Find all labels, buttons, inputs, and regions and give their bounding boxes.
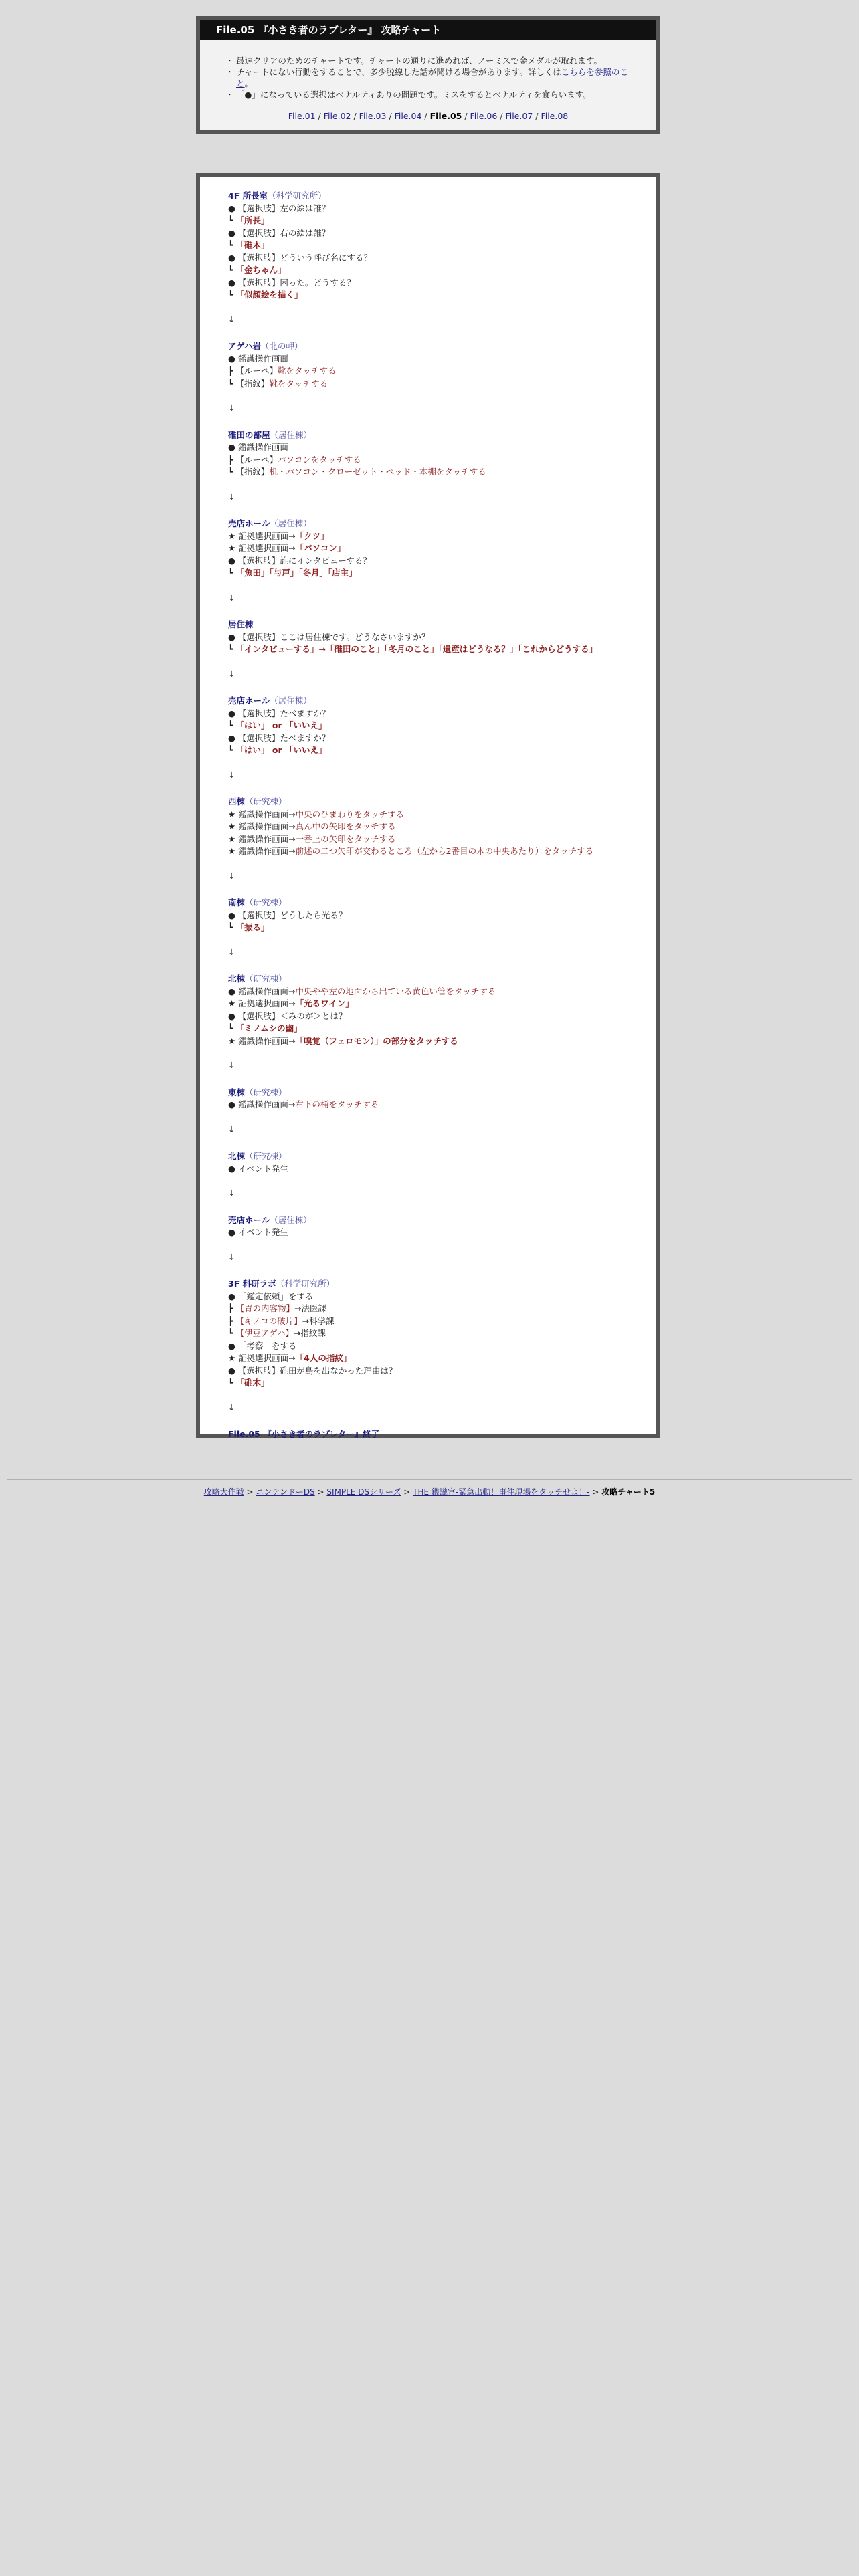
down-arrow-icon: ↓ <box>228 1402 235 1412</box>
breadcrumb-link[interactable]: 攻略大作戦 <box>203 1487 244 1497</box>
breadcrumb-current: 攻略チャート5 <box>601 1487 656 1497</box>
section-title: 碓田の部屋（居住棟） <box>228 429 312 440</box>
breadcrumb-separator: > <box>401 1487 413 1497</box>
chart-step: ★ 鑑識操作画面→中央のひまわりをタッチする <box>228 809 405 819</box>
chart-step: ● 【選択肢】困った。どうする？ <box>228 277 355 288</box>
down-arrow-icon: ↓ <box>228 1188 235 1198</box>
down-arrow-icon: ↓ <box>228 1123 235 1134</box>
section-title: 売店ホール（居住棟） <box>228 695 312 706</box>
file-separator: / <box>533 111 541 121</box>
file-separator: / <box>462 111 470 121</box>
chart-step: ┗ 「碓木」 <box>228 1378 270 1388</box>
chart-step: ┗ 「似顔絵を描く」 <box>228 290 303 300</box>
chart-section <box>228 973 656 1047</box>
chart-step: ★ 鑑識操作画面→前述の二つ矢印が交わるところ（左から2番目の木の中央あたり）をタッチする <box>228 846 594 856</box>
section-title: 南棟（研究棟） <box>228 897 287 907</box>
chart-step: ★ 鑑識操作画面→一番上の矢印をタッチする <box>228 833 396 844</box>
down-arrow-icon: ↓ <box>228 769 235 780</box>
chart-section <box>228 1278 656 1390</box>
file-link-file-02[interactable]: File.02 <box>323 111 351 121</box>
chart-section <box>228 619 656 656</box>
chart-step: ● 【選択肢】たべますか？ <box>228 708 330 718</box>
file-separator: / <box>386 111 395 121</box>
breadcrumb-separator: > <box>589 1487 602 1497</box>
section-title: 西棟（研究棟） <box>228 796 287 807</box>
chart-section <box>228 518 656 580</box>
chart-step: ● 「考察」をする <box>228 1340 297 1351</box>
section-title: 北棟（研究棟） <box>228 974 287 984</box>
down-arrow-icon: ↓ <box>228 870 235 881</box>
down-arrow-icon: ↓ <box>228 403 235 413</box>
chart-step: ┗ 「金ちゃん」 <box>228 265 286 275</box>
down-arrow-icon: ↓ <box>228 592 235 603</box>
chart-step: ★ 証拠選択画面→「光るワイン」 <box>228 998 354 1008</box>
note-item: ・ 「●」になっている選択はペナルティありの問題です。ミスをするとペナルティを食らいます。 <box>228 89 630 100</box>
chart-step: ★ 証拠選択画面→「クツ」 <box>228 530 329 541</box>
chart-section <box>228 1087 656 1111</box>
chart-step: ┗ 「振る」 <box>228 922 270 932</box>
chart-step: ★ 鑑識操作画面→真ん中の矢印をタッチする <box>228 821 396 831</box>
section-title: 3F 科研ラボ（科学研究所） <box>228 1279 335 1289</box>
page-title: File.05 『小さき者のラブレター』 攻略チャート <box>200 20 656 40</box>
down-arrow-icon: ↓ <box>228 946 235 957</box>
chart-step: ● 【選択肢】ここは居住棟です。どうなさいますか？ <box>228 631 430 642</box>
section-title: 居住棟 <box>228 619 254 629</box>
chart-step: ┗ 「ミノムシの幽」 <box>228 1023 302 1033</box>
file-link-file-04[interactable]: File.04 <box>394 111 422 121</box>
file-link-file-06[interactable]: File.06 <box>470 111 498 121</box>
section-title: 売店ホール（居住棟） <box>228 1214 312 1225</box>
chart-step: ● 【選択肢】右の絵は誰？ <box>228 227 330 238</box>
reference-link[interactable]: こちらを参照のこと <box>236 67 628 88</box>
chart-step: ● 【選択肢】左の絵は誰？ <box>228 203 330 213</box>
chart-step: ★ 鑑識操作画面→「嗅覚（フェロモン）」の部分をタッチする <box>228 1035 458 1046</box>
chart-step: ● 「鑑定依頼」をする <box>228 1291 314 1301</box>
breadcrumb-link[interactable]: ニンテンドーDS <box>256 1487 315 1497</box>
down-arrow-icon: ↓ <box>228 491 235 502</box>
chart-step: ┣ 【ルーペ】パソコンをタッチする <box>228 454 361 465</box>
header-panel <box>196 16 660 134</box>
chart-step: ┣ 【ルーペ】靴をタッチする <box>228 366 337 376</box>
chart-step: ┗ 【指紋】机・パソコン・クローゼット・ベッド・本棚をタッチする <box>228 467 486 477</box>
chart-section <box>228 897 656 934</box>
chart-step: ┣ 【キノコの破片】→科学課 <box>228 1315 335 1326</box>
down-arrow-icon: ↓ <box>228 314 235 324</box>
chart-step: ┗ 「所長」 <box>228 215 270 225</box>
chart-step: ┗ 「碓木」 <box>228 240 270 250</box>
file-separator: / <box>421 111 430 121</box>
chart-step: ★ 証拠選択画面→「4人の指紋」 <box>228 1353 352 1363</box>
breadcrumb-separator: > <box>244 1487 256 1497</box>
chart-step: ● イベント発生 <box>228 1163 288 1174</box>
file-separator: / <box>497 111 506 121</box>
file-link-file-07[interactable]: File.07 <box>505 111 533 121</box>
section-title: 売店ホール（居住棟） <box>228 518 312 528</box>
chart-section <box>228 429 656 479</box>
chart-sections <box>200 177 656 1441</box>
file-link-file-08[interactable]: File.08 <box>541 111 569 121</box>
down-arrow-icon: ↓ <box>228 668 235 679</box>
chart-step: ┗ 【伊豆アゲハ】→指紋課 <box>228 1328 326 1338</box>
chart-step: ┗ 「魚田」「与戸」「冬月」「店主」 <box>228 568 357 578</box>
note-item: ・ 最速クリアのためのチャートです。チャートの通りに進めれば、ノーミスで金メダルが取れます。 <box>228 55 630 66</box>
breadcrumb-link[interactable]: SIMPLE DSシリーズ <box>326 1487 401 1497</box>
file-separator: / <box>351 111 359 121</box>
chart-step: ● イベント発生 <box>228 1227 288 1237</box>
breadcrumb <box>0 1486 859 1497</box>
chart-step: ● 【選択肢】たべますか？ <box>228 732 330 743</box>
section-title: 東棟（研究棟） <box>228 1087 287 1097</box>
notes-list <box>228 55 630 100</box>
down-arrow-icon: ↓ <box>228 1060 235 1070</box>
section-title: 4F 所長室（科学研究所） <box>228 191 326 201</box>
breadcrumb-separator: > <box>314 1487 327 1497</box>
chart-step: ┣ 【胃の内容物】→法医課 <box>228 1303 326 1313</box>
chart-end: File.05 『小さき者のラブレター』終了 <box>228 1429 380 1439</box>
chart-step: ● 【選択肢】誰にインタビューする？ <box>228 555 371 566</box>
chart-step: ● 【選択肢】＜みのが＞とは？ <box>228 1010 347 1021</box>
chart-section <box>228 340 656 390</box>
chart-step: ● 【選択肢】どういう呼び名にする？ <box>228 252 372 263</box>
chart-step: ● 【選択肢】碓田が島を出なかった理由は？ <box>228 1365 397 1376</box>
file-link-file-01[interactable]: File.01 <box>288 111 316 121</box>
chart-step: ┗ 【指紋】靴をタッチする <box>228 378 328 389</box>
chart-section <box>228 190 656 302</box>
section-title: アゲハ岩（北の岬） <box>228 341 303 351</box>
chart-step: ● 鑑識操作画面→中央やや左の地面から出ている黄色い管をタッチする <box>228 986 496 996</box>
chart-section <box>228 796 656 858</box>
file-separator: / <box>315 111 324 121</box>
note-item: ・ チャートにない行動をすることで、多少脱線した話が聞ける場合があります。詳しくはこちらを参照のこと。 <box>228 66 630 89</box>
file-link-file-05: File.05 <box>430 111 462 121</box>
chart-step: ● 鑑識操作画面 <box>228 353 288 364</box>
chart-section <box>228 1150 656 1175</box>
chart-step: ★ 証拠選択画面→「パソコン」 <box>228 543 346 553</box>
chart-step: ● 【選択肢】どうしたら光る？ <box>228 909 347 920</box>
chart-step: ● 鑑識操作画面→右下の桶をタッチする <box>228 1099 379 1109</box>
footer-divider <box>7 1479 852 1480</box>
breadcrumb-link[interactable]: THE 鑑識官-緊急出動！事件現場をタッチせよ！- <box>413 1487 590 1497</box>
file-navigation <box>200 111 656 121</box>
walkthrough-chart <box>196 173 660 1438</box>
chart-step: ┗ 「はい」 or 「いいえ」 <box>228 720 327 730</box>
chart-section <box>228 1214 656 1239</box>
file-link-file-03[interactable]: File.03 <box>359 111 387 121</box>
chart-step: ┗ 「はい」 or 「いいえ」 <box>228 745 327 755</box>
down-arrow-icon: ↓ <box>228 1251 235 1262</box>
chart-step: ● 鑑識操作画面 <box>228 442 288 452</box>
chart-step: ┗ 「インタビューする」→「碓田のこと」「冬月のこと」「遺産はどうなる？」「これからどうする」 <box>228 644 598 654</box>
chart-section <box>228 695 656 757</box>
section-title: 北棟（研究棟） <box>228 1151 287 1161</box>
